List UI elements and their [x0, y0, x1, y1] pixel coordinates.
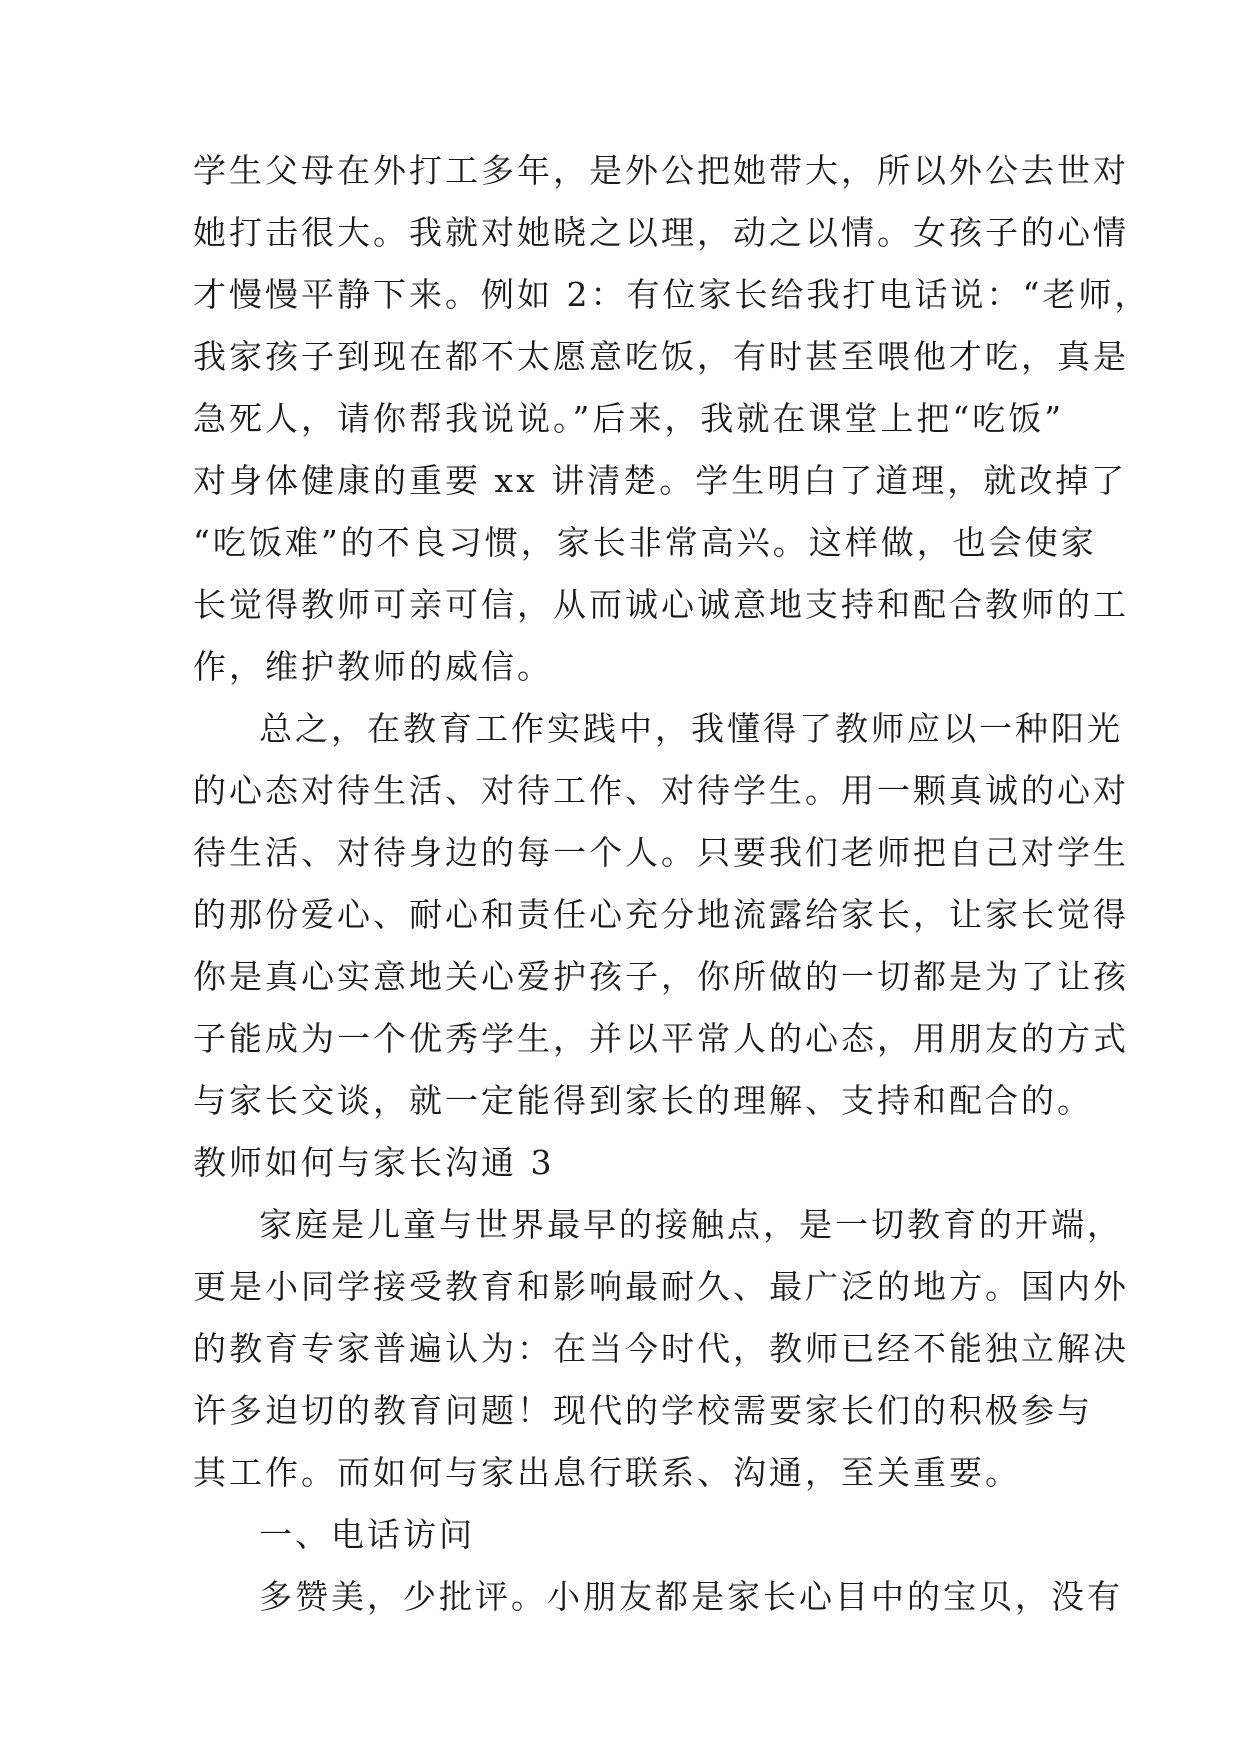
text-line: 许多迫切的教育问题！现代的学校需要家长们的积极参与 [193, 1391, 1093, 1430]
text-line: “吃饭难”的不良习惯，家长非常高兴。这样做，也会使家 [193, 523, 1097, 562]
text-line: 学生父母在外打工多年，是外公把她带大，所以外公去世对 [193, 151, 1129, 190]
text-line: 子能成为一个优秀学生，并以平常人的心态，用朋友的方式 [193, 1019, 1129, 1058]
text-line: 对身体健康的重要 xx 讲清楚。学生明白了道理，就改掉了 [193, 461, 1128, 500]
text-line: 与家长交谈，就一定能得到家长的理解、支持和配合的。 [193, 1081, 1093, 1120]
paragraph-start-line: 家庭是儿童与世界最早的接触点，是一切教育的开端， [259, 1205, 1123, 1244]
paragraph-start-line: 多赞美，少批评。小朋友都是家长心目中的宝贝，没有 [259, 1577, 1123, 1616]
subsection-heading: 一、电话访问 [259, 1515, 475, 1554]
text-line: 待生活、对待身边的每一个人。只要我们老师把自己对学生 [193, 833, 1129, 872]
text-line: 其工作。而如何与家出息行联系、沟通，至关重要。 [193, 1453, 1021, 1492]
text-line: 的心态对待生活、对待工作、对待学生。用一颗真诚的心对 [193, 771, 1129, 810]
paragraph-start-line: 总之，在教育工作实践中，我懂得了教师应以一种阳光 [259, 709, 1123, 748]
document-body [193, 140, 1151, 1628]
text-line: 长觉得教师可亲可信，从而诚心诚意地支持和配合教师的工 [193, 585, 1129, 624]
text-line: 你是真心实意地关心爱护孩子，你所做的一切都是为了让孩 [193, 957, 1129, 996]
text-line: 的教育专家普遍认为：在当今时代，教师已经不能独立解决 [193, 1329, 1129, 1368]
text-line: 作，维护教师的威信。 [193, 647, 553, 686]
section-heading: 教师如何与家长沟通 3 [193, 1143, 555, 1182]
text-line: 她打击很大。我就对她晓之以理，动之以情。女孩子的心情 [193, 213, 1129, 252]
text-line: 我家孩子到现在都不太愿意吃饭，有时甚至喂他才吃，真是 [193, 337, 1129, 376]
text-line: 急死人，请你帮我说说。”后来，我就在课堂上把“吃饭” [193, 399, 1065, 438]
text-line: 更是小同学接受教育和影响最耐久、最广泛的地方。国内外 [193, 1267, 1129, 1306]
text-line: 的那份爱心、耐心和责任心充分地流露给家长，让家长觉得 [193, 895, 1129, 934]
text-line: 才慢慢平静下来。例如 2：有位家长给我打电话说：“老师， [193, 275, 1151, 314]
